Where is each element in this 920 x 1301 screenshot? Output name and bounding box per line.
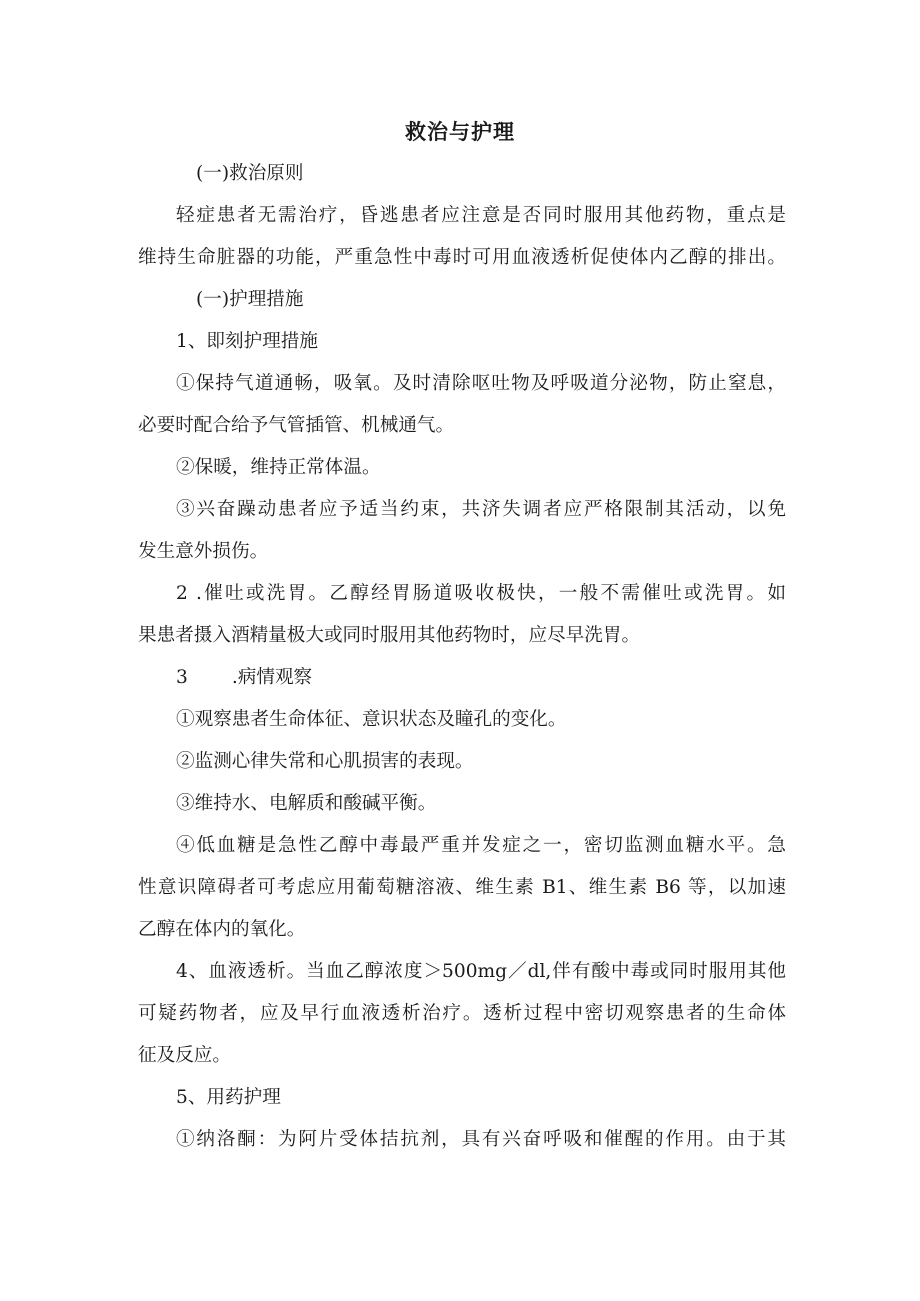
nursing-heading: (一)护理措施 — [196, 289, 304, 310]
item3-paragraph: ①观察患者生命体征、意识状态及瞳孔的变化。 — [176, 709, 567, 730]
item1-paragraph-line: ③兴奋躁动患者应予适当约束，共济失调者应严格限制其活动，以免 — [176, 499, 786, 520]
item4-paragraph-line: 可疑药物者，应及早行血液透析治疗。透析过程中密切观察患者的生命体 — [138, 1003, 786, 1024]
item3-heading-line — [176, 666, 312, 690]
item1-heading: 1、即刻护理措施 — [176, 331, 318, 352]
item3-paragraph-line: 性意识障碍者可考虑应用葡萄糖溶液、维生素 B1、维生素 B6 等，以加速 — [138, 877, 786, 898]
item3-number: 3 — [176, 667, 188, 688]
item3-paragraph: ③维持水、电解质和酸碱平衡。 — [176, 793, 437, 814]
item3-paragraph-line: ④低血糖是急性乙醇中毒最严重并发症之一，密切监测血糖水平。急 — [176, 835, 786, 856]
item3-paragraph: ②监测心律失常和心肌损害的表现。 — [176, 751, 474, 772]
item4-paragraph-line: 4、血液透析。当血乙醇浓度＞500mg／dl,伴有酸中毒或同时服用其他 — [176, 961, 786, 982]
item3-heading: .病情观察 — [231, 667, 313, 688]
item3-paragraph-line: 乙醇在体内的氧化。 — [138, 919, 306, 940]
item5-heading: 5、用药护理 — [176, 1087, 281, 1108]
item2-paragraph-line: 果患者摄入酒精量极大或同时服用其他药物时，应尽早洗胃。 — [138, 625, 641, 646]
principle-paragraph-line: 轻症患者无需治疗，昏逃患者应注意是否同时服用其他药物，重点是 — [176, 205, 786, 226]
item1-paragraph: ②保暖，维持正常体温。 — [176, 457, 381, 478]
item1-paragraph-line: 必要时配合给予气管插管、机械通气。 — [138, 415, 455, 436]
principle-paragraph-line: 维持生命脏器的功能，严重急性中毒时可用血液透析促使体内乙醇的排出。 — [138, 247, 786, 268]
document-title: 救治与护理 — [405, 120, 515, 144]
principle-heading: (一)救治原则 — [196, 163, 304, 184]
item5-paragraph-line: ①纳洛酮：为阿片受体拮抗剂，具有兴奋呼吸和催醒的作用。由于其 — [176, 1129, 786, 1150]
item4-paragraph-line: 征及反应。 — [138, 1045, 231, 1066]
item1-paragraph-line: ①保持气道通畅，吸氧。及时清除呕吐物及呼吸道分泌物，防止窒息， — [176, 373, 786, 394]
item1-paragraph-line: 发生意外损伤。 — [138, 541, 269, 562]
item2-paragraph-line: 2 .催吐或洗胃。乙醇经胃肠道吸收极快，一般不需催吐或洗胃。如 — [176, 583, 786, 604]
